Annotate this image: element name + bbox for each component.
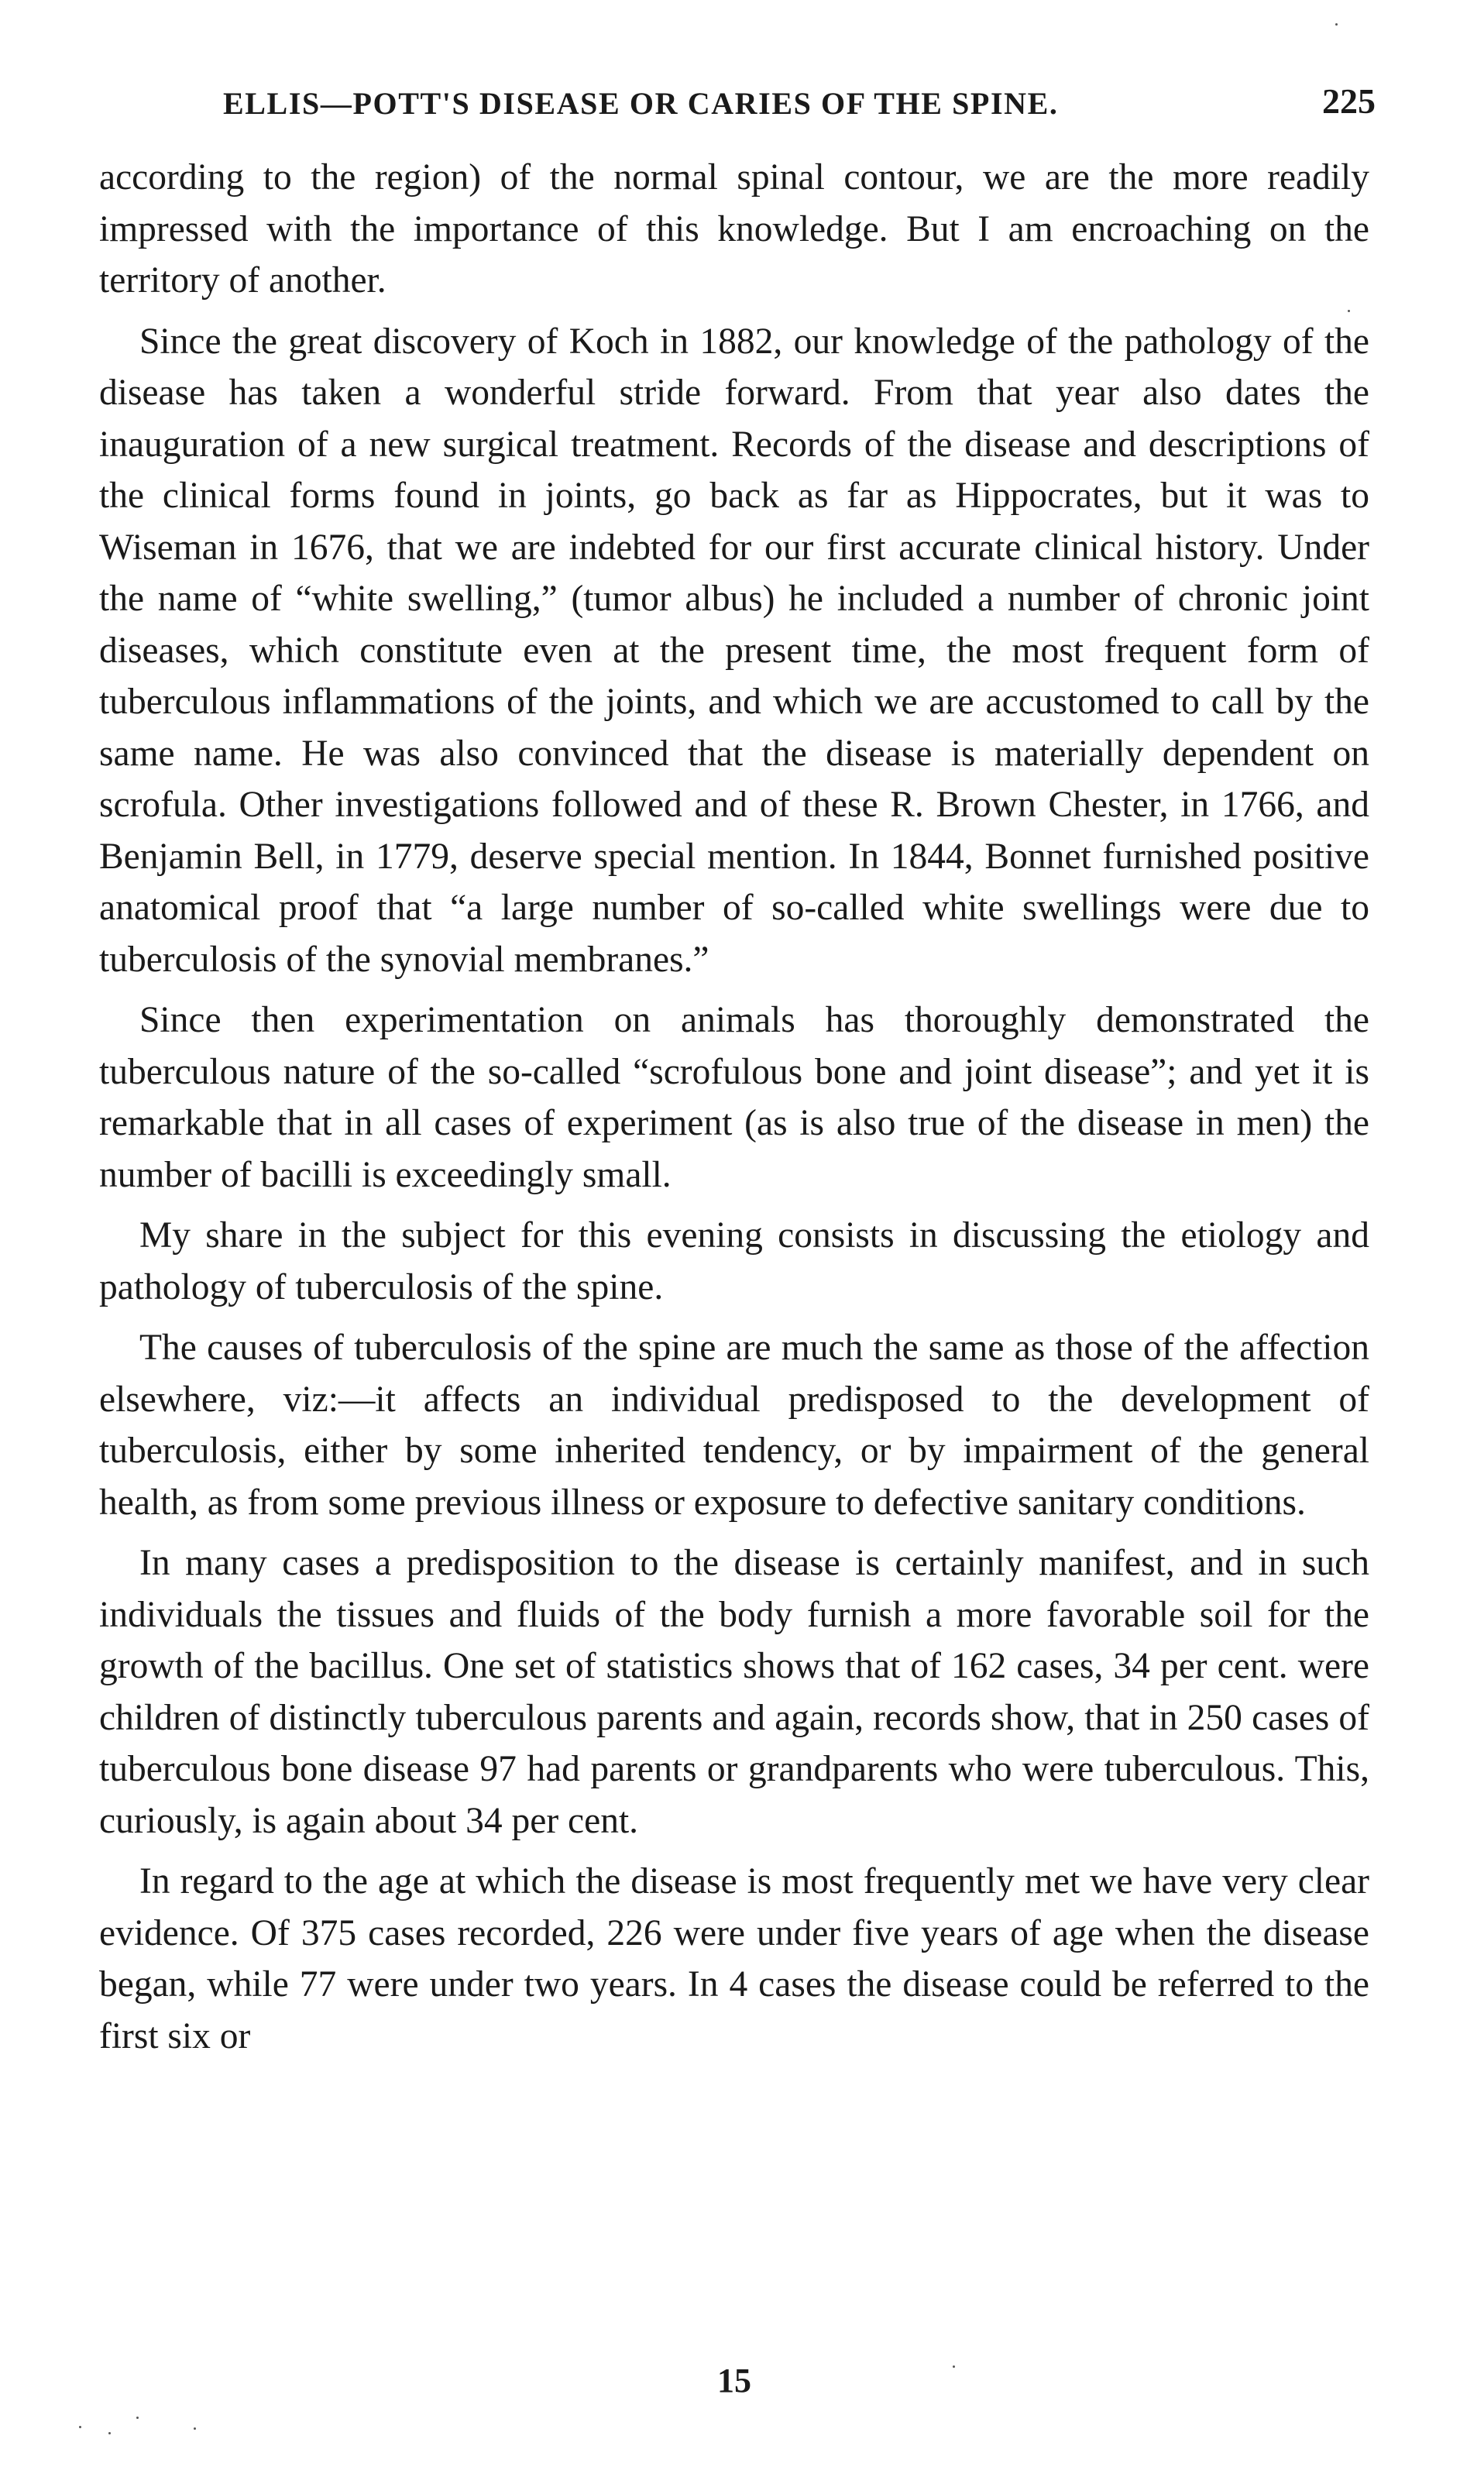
paragraph-subject-share: My share in the subject for this evening consists in discussing the etiology and pathology of tuberculosis of the spine.: [99, 1215, 1369, 1307]
print-speck: [136, 2417, 139, 2419]
running-head: [99, 77, 1376, 132]
paragraph-age: In regard to the age at which the disease is most frequently met we have very clear evidence. Of 375 cases recorded, 226 were under five years of age when the disease began, while 77 were under two years. In 4 cases the disease could be referred to the first six or: [99, 1861, 1369, 2056]
print-speck: [79, 2426, 81, 2428]
paragraph-continuation: according to the region) of the normal spinal contour, we are the more readily impressed with the importance of this knowledge. But I am encroaching on the territory of another.: [99, 157, 1369, 301]
paragraph-causes: The causes of tuberculosis of the spine are much the same as those of the affection elsewhere, viz:—it affects an individual predisposed to the development of tuberculosis, either by some inherited tendency, or by impairment of the general health, as from some previous illness or exposure to defective sanitary conditions.: [99, 1328, 1369, 1523]
page-number: 225: [1322, 81, 1376, 121]
print-speck: [953, 2365, 955, 2368]
paragraph-predisposition: In many cases a predisposition to the disease is certainly manifest, and in such individuals the tissues and fluids of the body furnish a more favorable soil for the growth of the bacillus. One set of statistics shows that of 162 cases, 34 per cent. were children of distinctly tuberculous parents and again, records show, that in 250 cases of tuberculous bone disease 97 had parents or grandparents who were tuberculous. This, curiously, is again about 34 per cent.: [99, 1543, 1369, 1841]
running-title: ELLIS—POTT'S DISEASE OR CARIES OF THE SPINE.: [223, 86, 1059, 121]
print-speck: [1335, 23, 1338, 26]
print-speck: [1348, 310, 1350, 312]
paragraph-experimentation: Since then experimentation on animals has thoroughly demonstrated the tuberculous nature of the so-called “scrofulous bone and joint disease”; and yet it is remarkable that in all cases of experiment (as is also true of the disease in men) the number of bacilli is exceedingly small.: [99, 1000, 1369, 1195]
paragraph-koch-discovery: Since the great discovery of Koch in 1882, our knowledge of the pathology of the disease has taken a wonderful stride forward. From that year also dates the inauguration of a new surgical treatment. Records of the disease and descriptions of the clinical forms found in joints, go back as far as Hippocrates, but it was to Wiseman in 1676, that we are indebted for our first accurate clinical history. Under the name of “white swelling,” (tumor albus) he included a number of chronic joint diseases, which constitute even at the present time, the most frequent form of tuberculous inflammations of the joints, and which we are accustomed to call by the same name. He was also convinced that the disease is materially dependent on scrofula. Other investigations followed and of these R. Brown Chester, in 1766, and Benjamin Bell, in 1779, deserve special mention. In 1844, Bonnet furnished positive anatomical proof that “a large number of so-called white swellings were due to tuberculosis of the synovial membranes.”: [99, 321, 1369, 980]
book-page: [99, 77, 1376, 2400]
signature-mark: 15: [717, 2362, 751, 2400]
print-speck: [108, 2432, 111, 2434]
print-speck: [194, 2427, 196, 2430]
